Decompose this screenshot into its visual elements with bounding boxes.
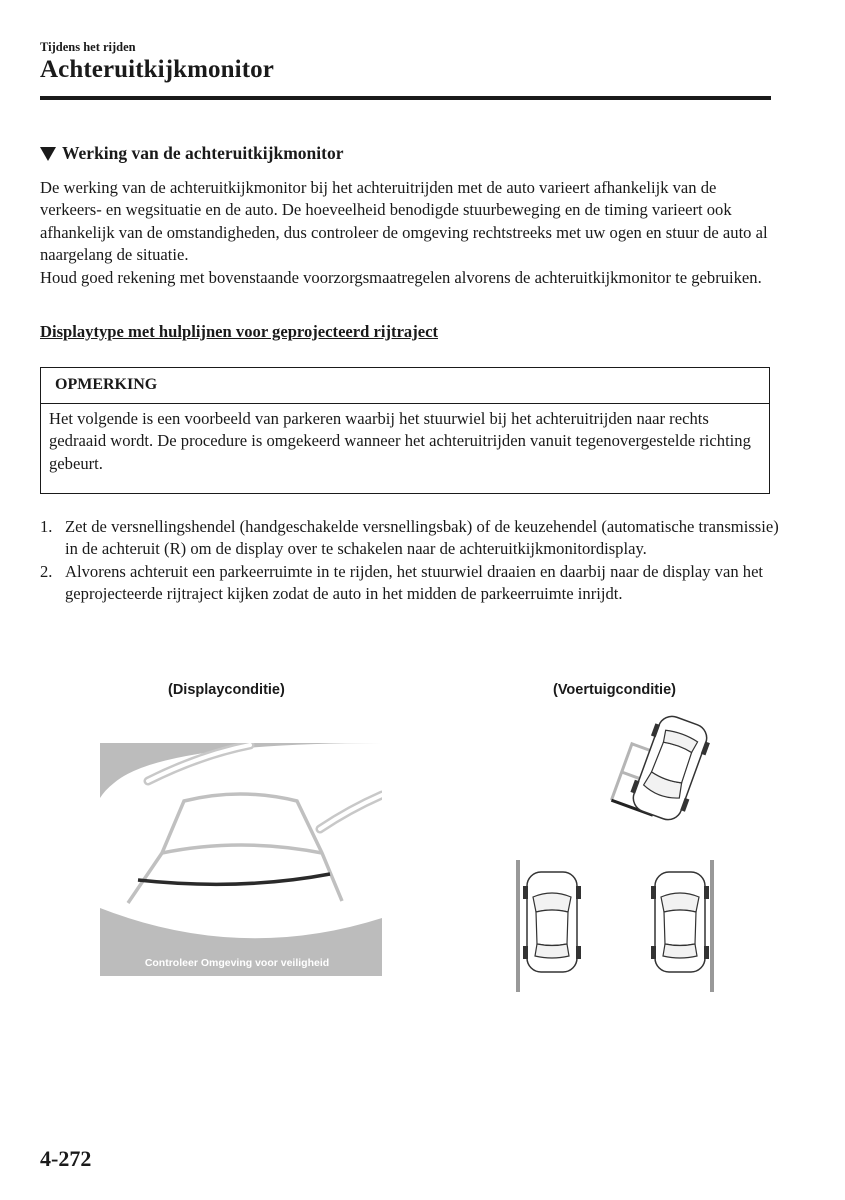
vehicle-condition-label: (Voertuigconditie) [553, 682, 676, 698]
title-rule [40, 96, 771, 100]
display-condition-label: (Displayconditie) [168, 682, 285, 698]
page-number: 4-272 [40, 1146, 92, 1171]
intro-text [40, 177, 780, 289]
vehicle-condition-illustration [510, 712, 720, 992]
display-caption: Controleer Omgeving voor veiligheid [144, 957, 330, 969]
running-header: Tijdens het rijden [40, 40, 136, 54]
note-box [40, 367, 770, 494]
subheading: Displaytype met hulplijnen voor geprojecteerd rijtraject [40, 322, 439, 341]
parked-car-left [523, 872, 581, 972]
parking-line-left [516, 860, 520, 992]
display-condition-illustration [100, 743, 382, 976]
step-number: 1. [40, 517, 53, 536]
intro-paragraph-2: Houd goed rekening met bovenstaande voorzorgsmaatregelen alvorens de achteruitkijkmonitor te gebruiken. [40, 267, 762, 287]
section-heading [40, 143, 343, 164]
camera-view-area [100, 743, 382, 938]
note-title: OPMERKING [41, 368, 769, 404]
section-heading-text: Werking van de achteruitkijkmonitor [62, 143, 344, 163]
parking-line-right [710, 860, 714, 992]
list-item [40, 561, 780, 606]
step-text: Alvorens achteruit een parkeerruimte in te rijden, het stuurwiel draaien en daarbij naar de display van het geprojecteerde rijtraject kijken zodat de auto in het midden de parkeerruimte inrijdt. [65, 561, 764, 604]
list-item [40, 516, 780, 561]
step-text: Zet de versnellingshendel (handgeschakelde versnellingsbak) of de keuzehendel (automatische transmissie) in de achteruit (R) om de display over te schakelen naar de achteruitkijkmonitordisplay. [65, 517, 779, 559]
parked-car-right [651, 872, 709, 972]
triangle-down-icon [40, 147, 56, 161]
step-number: 2. [40, 561, 53, 581]
note-text: Het volgende is een voorbeeld van parkeren waarbij het stuurwiel bij het achteruitrijden naar rechts gedraaid wordt. De procedure is omgekeerd wanneer het achteruitrijden vanuit tegenovergestelde richting gebeurt. [49, 409, 751, 473]
page-title: Achteruitkijkmonitor [40, 56, 274, 83]
intro-paragraph-1: De werking van de achteruitkijkmonitor bij het achteruitrijden met de auto varieert afhankelijk van de verkeers- en wegsituatie en de auto. De hoeveelheid benodigde stuurbeweging en de timing varieert ook afhankelijk van de omstandigheden, dus controleer de omgeving rechtstreeks met uw ogen en stuur de auto al naargelang de situatie. [40, 178, 768, 265]
reversing-car [626, 712, 715, 825]
steps-list [40, 516, 780, 606]
